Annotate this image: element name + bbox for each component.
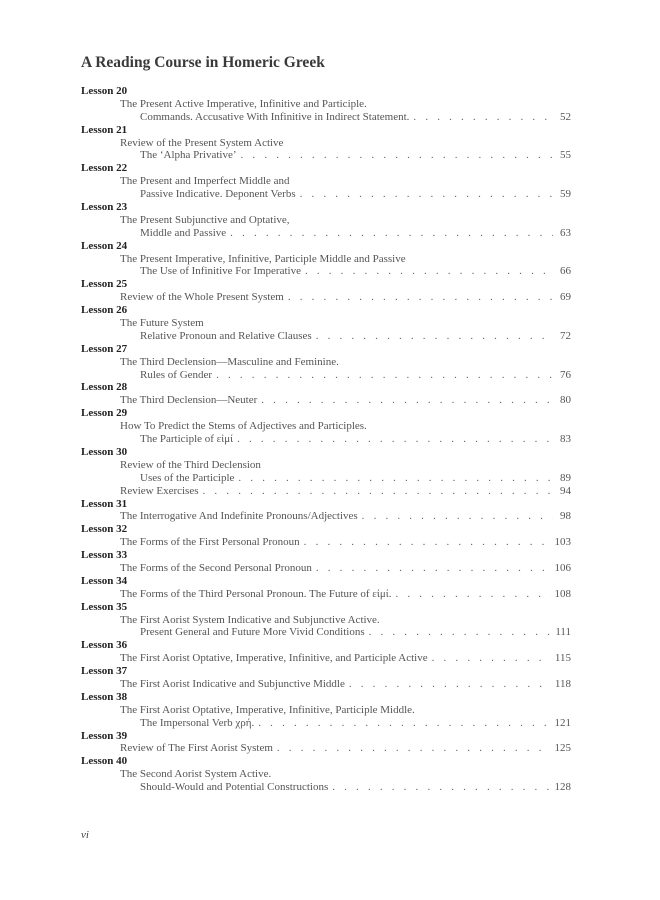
toc-entry-title: The Forms of the Third Personal Pronoun. The Future of εἰμί. — [120, 587, 392, 600]
toc-page-number: 89 — [560, 471, 571, 484]
toc-entry-title: The Impersonal Verb χρή. — [140, 716, 255, 729]
toc-entry-title: Rules of Gender — [140, 368, 213, 381]
toc-entry — [81, 742, 571, 755]
toc-entry-title: The Interrogative And Indefinite Pronouns/Adjectives — [120, 510, 358, 523]
toc-page-number: 108 — [554, 587, 571, 600]
toc-entry — [81, 317, 571, 330]
toc-entry-title: Commands. Accusative With Infinitive in Indirect Statement. — [140, 110, 410, 123]
toc-page-number: 76 — [560, 368, 571, 381]
dot-leader — [395, 588, 550, 601]
toc-entry-title: Relative Pronoun and Relative Clauses — [140, 329, 312, 342]
running-head: A Reading Course in Homeric Greek — [81, 54, 325, 71]
lesson-heading: Lesson 37 — [81, 665, 128, 678]
toc-entry-title: The First Aorist Optative, Imperative, Infinitive, and Participle Active — [120, 652, 428, 665]
toc-entry — [81, 253, 571, 266]
lesson-heading: Lesson 23 — [81, 201, 128, 214]
toc-entry-title: The Participle of εἰμί — [140, 433, 234, 446]
toc-entry — [81, 510, 571, 523]
dot-leader — [288, 291, 553, 304]
dot-leader — [369, 626, 552, 639]
toc-entry-title: Uses of the Participle — [140, 471, 235, 484]
page-number-folio: vi — [81, 829, 89, 841]
toc-entry — [81, 704, 571, 717]
dot-leader — [413, 111, 553, 124]
toc-page-number: 94 — [560, 484, 571, 497]
toc-entry-title: Review of the Whole Present System — [120, 291, 284, 304]
toc-page-number: 59 — [560, 188, 571, 201]
toc-entry — [81, 356, 571, 369]
dot-leader — [300, 188, 553, 201]
dot-leader — [316, 330, 553, 343]
toc-page-number: 121 — [554, 716, 571, 729]
toc-entry-title: Passive Indicative. Deponent Verbs — [140, 188, 296, 201]
toc-entry — [81, 227, 571, 240]
toc-page-number: 63 — [560, 226, 571, 239]
toc-entry — [81, 214, 571, 227]
dot-leader — [230, 227, 553, 240]
toc-entry — [81, 188, 571, 201]
toc-entry — [81, 291, 571, 304]
dot-leader — [316, 562, 551, 575]
toc-page-number: 125 — [554, 742, 571, 755]
lesson-heading: Lesson 22 — [81, 162, 128, 175]
lesson-heading: Lesson 25 — [81, 278, 128, 291]
dot-leader — [258, 717, 550, 730]
toc-entry — [81, 459, 571, 472]
toc-entry — [81, 652, 571, 665]
dot-leader — [349, 678, 551, 691]
table-of-contents — [81, 85, 571, 794]
dot-leader — [305, 265, 553, 278]
lesson-heading: Lesson 21 — [81, 123, 128, 136]
dot-leader — [241, 149, 553, 162]
toc-entry-title: Middle and Passive — [140, 226, 227, 239]
toc-entry — [81, 485, 571, 498]
toc-entry-title: Should-Would and Potential Constructions — [140, 781, 329, 794]
toc-entry-title: Review of The First Aorist System — [120, 742, 273, 755]
toc-entry-title: Review of the Present System Active — [120, 136, 284, 149]
toc-entry-title: The Forms of the First Personal Pronoun — [120, 536, 300, 549]
toc-entry — [81, 137, 571, 150]
toc-page-number: 72 — [560, 329, 571, 342]
lesson-heading: Lesson 39 — [81, 729, 128, 742]
toc-entry-title: The First Aorist System Indicative and Subjunctive Active. — [120, 613, 380, 626]
toc-entry-title: The Present and Imperfect Middle and — [120, 175, 290, 188]
dot-leader — [332, 781, 550, 794]
lesson-heading: Lesson 34 — [81, 574, 128, 587]
dot-leader — [362, 510, 553, 523]
toc-page-number: 83 — [560, 433, 571, 446]
toc-entry-title: The Present Active Imperative, Infinitive and Participle. — [120, 97, 367, 110]
toc-page-number: 66 — [560, 265, 571, 278]
lesson-heading: Lesson 33 — [81, 549, 128, 562]
toc-page-number: 103 — [554, 536, 571, 549]
toc-entry — [81, 781, 571, 794]
toc-page-number: 106 — [554, 561, 571, 574]
toc-entry — [81, 420, 571, 433]
lesson-heading: Lesson 29 — [81, 407, 128, 420]
dot-leader — [237, 433, 553, 446]
toc-entry — [81, 394, 571, 407]
dot-leader — [304, 536, 551, 549]
toc-entry — [81, 265, 571, 278]
toc-entry-title: The Second Aorist System Active. — [120, 768, 272, 781]
toc-entry — [81, 149, 571, 162]
toc-entry — [81, 98, 571, 111]
toc-entry — [81, 717, 571, 730]
toc-entry — [81, 678, 571, 691]
toc-entry — [81, 433, 571, 446]
toc-entry-title: Review Exercises — [120, 484, 199, 497]
toc-page-number: 52 — [560, 110, 571, 123]
toc-page-number: 55 — [560, 149, 571, 162]
lesson-heading: Lesson 31 — [81, 497, 128, 510]
toc-entry — [81, 175, 571, 188]
toc-entry — [81, 626, 571, 639]
toc-page-number: 111 — [555, 626, 571, 639]
toc-entry-title: The Use of Infinitive For Imperative — [140, 265, 301, 278]
lesson-heading: Lesson 20 — [81, 85, 128, 97]
toc-entry-title: The Future System — [120, 317, 204, 330]
toc-entry-title: The First Aorist Optative, Imperative, Infinitive, Participle Middle. — [120, 703, 415, 716]
toc-page-number: 98 — [560, 510, 571, 523]
toc-entry-title: Present General and Future More Vivid Conditions — [140, 626, 365, 639]
lesson-heading: Lesson 38 — [81, 690, 128, 703]
toc-entry-title: The Third Declension—Masculine and Feminine. — [120, 355, 339, 368]
lesson-heading: Lesson 30 — [81, 445, 128, 458]
lesson-heading: Lesson 32 — [81, 523, 128, 536]
lesson-heading: Lesson 35 — [81, 600, 128, 613]
toc-entry-title: The Present Imperative, Infinitive, Participle Middle and Passive — [120, 252, 406, 265]
toc-entry-title: Review of the Third Declension — [120, 458, 261, 471]
toc-entry-title: The First Aorist Indicative and Subjunctive Middle — [120, 677, 345, 690]
toc-entry — [81, 562, 571, 575]
toc-entry-title: The Forms of the Second Personal Pronoun — [120, 561, 312, 574]
toc-entry-title: The Present Subjunctive and Optative, — [120, 213, 290, 226]
lesson-heading: Lesson 27 — [81, 342, 128, 355]
dot-leader — [238, 472, 553, 485]
toc-page-number: 128 — [554, 781, 571, 794]
toc-page-number: 80 — [560, 394, 571, 407]
toc-entry-title: The ‘Alpha Privative’ — [140, 149, 237, 162]
toc-entry — [81, 472, 571, 485]
toc-entry — [81, 614, 571, 627]
toc-entry — [81, 369, 571, 382]
toc-entry-title: The Third Declension—Neuter — [120, 394, 258, 407]
toc-page-number: 118 — [554, 677, 571, 690]
dot-leader — [203, 485, 554, 498]
lesson-heading: Lesson 28 — [81, 381, 128, 394]
toc-page-number: 69 — [560, 291, 571, 304]
lesson-heading: Lesson 36 — [81, 639, 128, 652]
toc-entry — [81, 588, 571, 601]
lesson-heading: Lesson 26 — [81, 304, 128, 317]
dot-leader — [432, 652, 551, 665]
dot-leader — [277, 742, 551, 755]
toc-entry — [81, 536, 571, 549]
toc-entry — [81, 111, 571, 124]
toc-entry — [81, 768, 571, 781]
dot-leader — [261, 394, 553, 407]
toc-page-number: 115 — [554, 652, 571, 665]
lesson-heading: Lesson 24 — [81, 239, 128, 252]
lesson-heading: Lesson 40 — [81, 755, 128, 768]
toc-entry — [81, 330, 571, 343]
dot-leader — [216, 369, 553, 382]
toc-entry-title: How To Predict the Stems of Adjectives and Participles. — [120, 420, 367, 433]
